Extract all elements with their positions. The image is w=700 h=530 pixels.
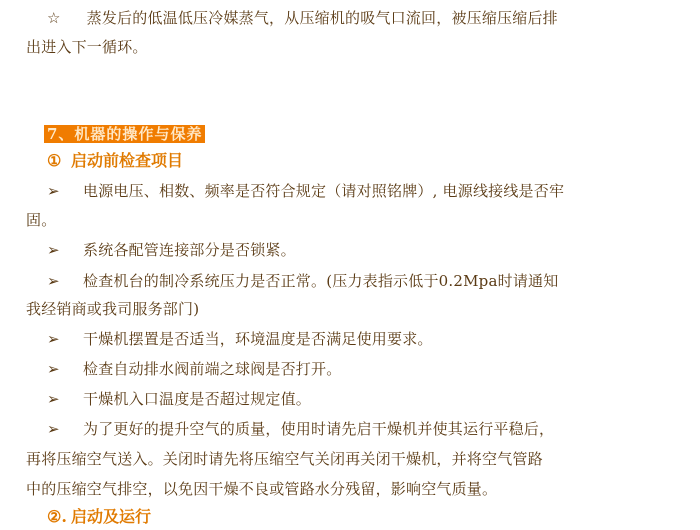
arrow-bullet-icon: ➢: [47, 272, 60, 290]
list-item-6: [47, 389, 311, 409]
list-item-1-text-1: 电源电压、相数、频率是否符合规定（请对照铭牌）, 电源线接线是否牢: [83, 182, 565, 200]
list-item-2: [47, 240, 296, 260]
list-item-2-text-1: 系统各配管连接部分是否锁紧。: [83, 241, 296, 259]
list-item-5: [47, 359, 341, 379]
list-item-3-text-1: 检查机台的制冷系统压力是否正常。(压力表指示低于0.2Mpa时请通知: [83, 272, 559, 290]
list-item-1-text-2: 固。: [26, 211, 57, 229]
list-item-6-text-1: 干燥机入口温度是否超过规定值。: [83, 390, 312, 408]
intro-text-2: 出进入下一循环。: [26, 38, 148, 56]
list-item-3-continued: [26, 299, 199, 319]
intro-line-1: [47, 8, 558, 28]
list-item-7: [47, 419, 554, 439]
sub-heading-2-number: ②.: [47, 507, 67, 526]
arrow-bullet-icon: ➢: [47, 420, 60, 438]
list-item-7-continued-1: [26, 449, 543, 469]
arrow-bullet-icon: ➢: [47, 330, 60, 348]
list-item-7-text-3: 中的压缩空气排空，以免因干燥不良或管路水分残留，影响空气质量。: [26, 480, 498, 498]
star-marker-icon: ☆: [47, 9, 61, 27]
sub-heading-1: [47, 151, 183, 171]
list-item-7-text-2: 再将压缩空气送入。关闭时请先将压缩空气关闭再关闭干燥机，并将空气管路: [26, 450, 543, 468]
list-item-4: [47, 329, 433, 349]
sub-heading-2: [47, 507, 151, 527]
sub-heading-2-label: 启动及运行: [71, 507, 152, 526]
arrow-bullet-icon: ➢: [47, 360, 60, 378]
list-item-3: [47, 271, 558, 291]
arrow-bullet-icon: ➢: [47, 241, 60, 259]
sub-heading-1-number: ①: [47, 151, 62, 170]
list-item-1-continued: [26, 210, 56, 230]
list-item-4-text-1: 干燥机摆置是否适当，环境温度是否满足使用要求。: [83, 330, 433, 348]
list-item-7-text-1: 为了更好的提升空气的质量，使用时请先启干燥机并使其运行平稳后，: [83, 420, 555, 438]
list-item-1: [47, 181, 564, 201]
section-heading: 7、机器的操作与保养: [44, 125, 205, 143]
list-item-3-text-2: 我经销商或我司服务部门): [26, 300, 200, 318]
arrow-bullet-icon: ➢: [47, 182, 60, 200]
list-item-5-text-1: 检查自动排水阀前端之球阀是否打开。: [83, 360, 342, 378]
arrow-bullet-icon: ➢: [47, 390, 60, 408]
sub-heading-1-label: 启动前检查项目: [71, 151, 184, 170]
list-item-7-continued-2: [26, 479, 497, 499]
intro-line-2: [26, 37, 148, 57]
intro-text-1: 蒸发后的低温低压冷媒蒸气，从压缩机的吸气口流回，被压缩压缩后排: [86, 9, 558, 27]
